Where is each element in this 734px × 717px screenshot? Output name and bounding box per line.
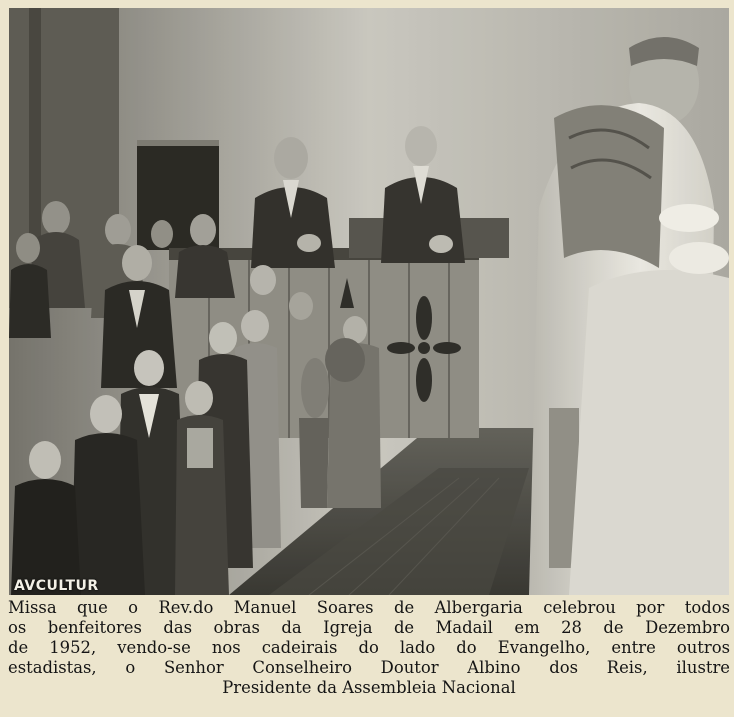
caption-line: Presidente da Assembleia Nacional <box>222 678 516 697</box>
photo-illustration <box>9 8 729 595</box>
photo-caption <box>8 598 730 698</box>
caption-line: estadistas, o Senhor Conselheiro Doutor Albino dos Reis, ilustre <box>8 658 730 677</box>
caption-line: de 1952, vendo-se nos cadeirais do lado do Evangelho, entre outros <box>8 638 730 657</box>
historical-photograph <box>9 8 729 595</box>
caption-line: os benfeitores das obras da Igreja de Madail em 28 de Dezembro <box>8 618 730 637</box>
watermark-logo: AVCULTUR <box>14 578 99 594</box>
caption-line: Missa que o Rev.do Manuel Soares de Albergaria celebrou por todos <box>8 598 730 617</box>
